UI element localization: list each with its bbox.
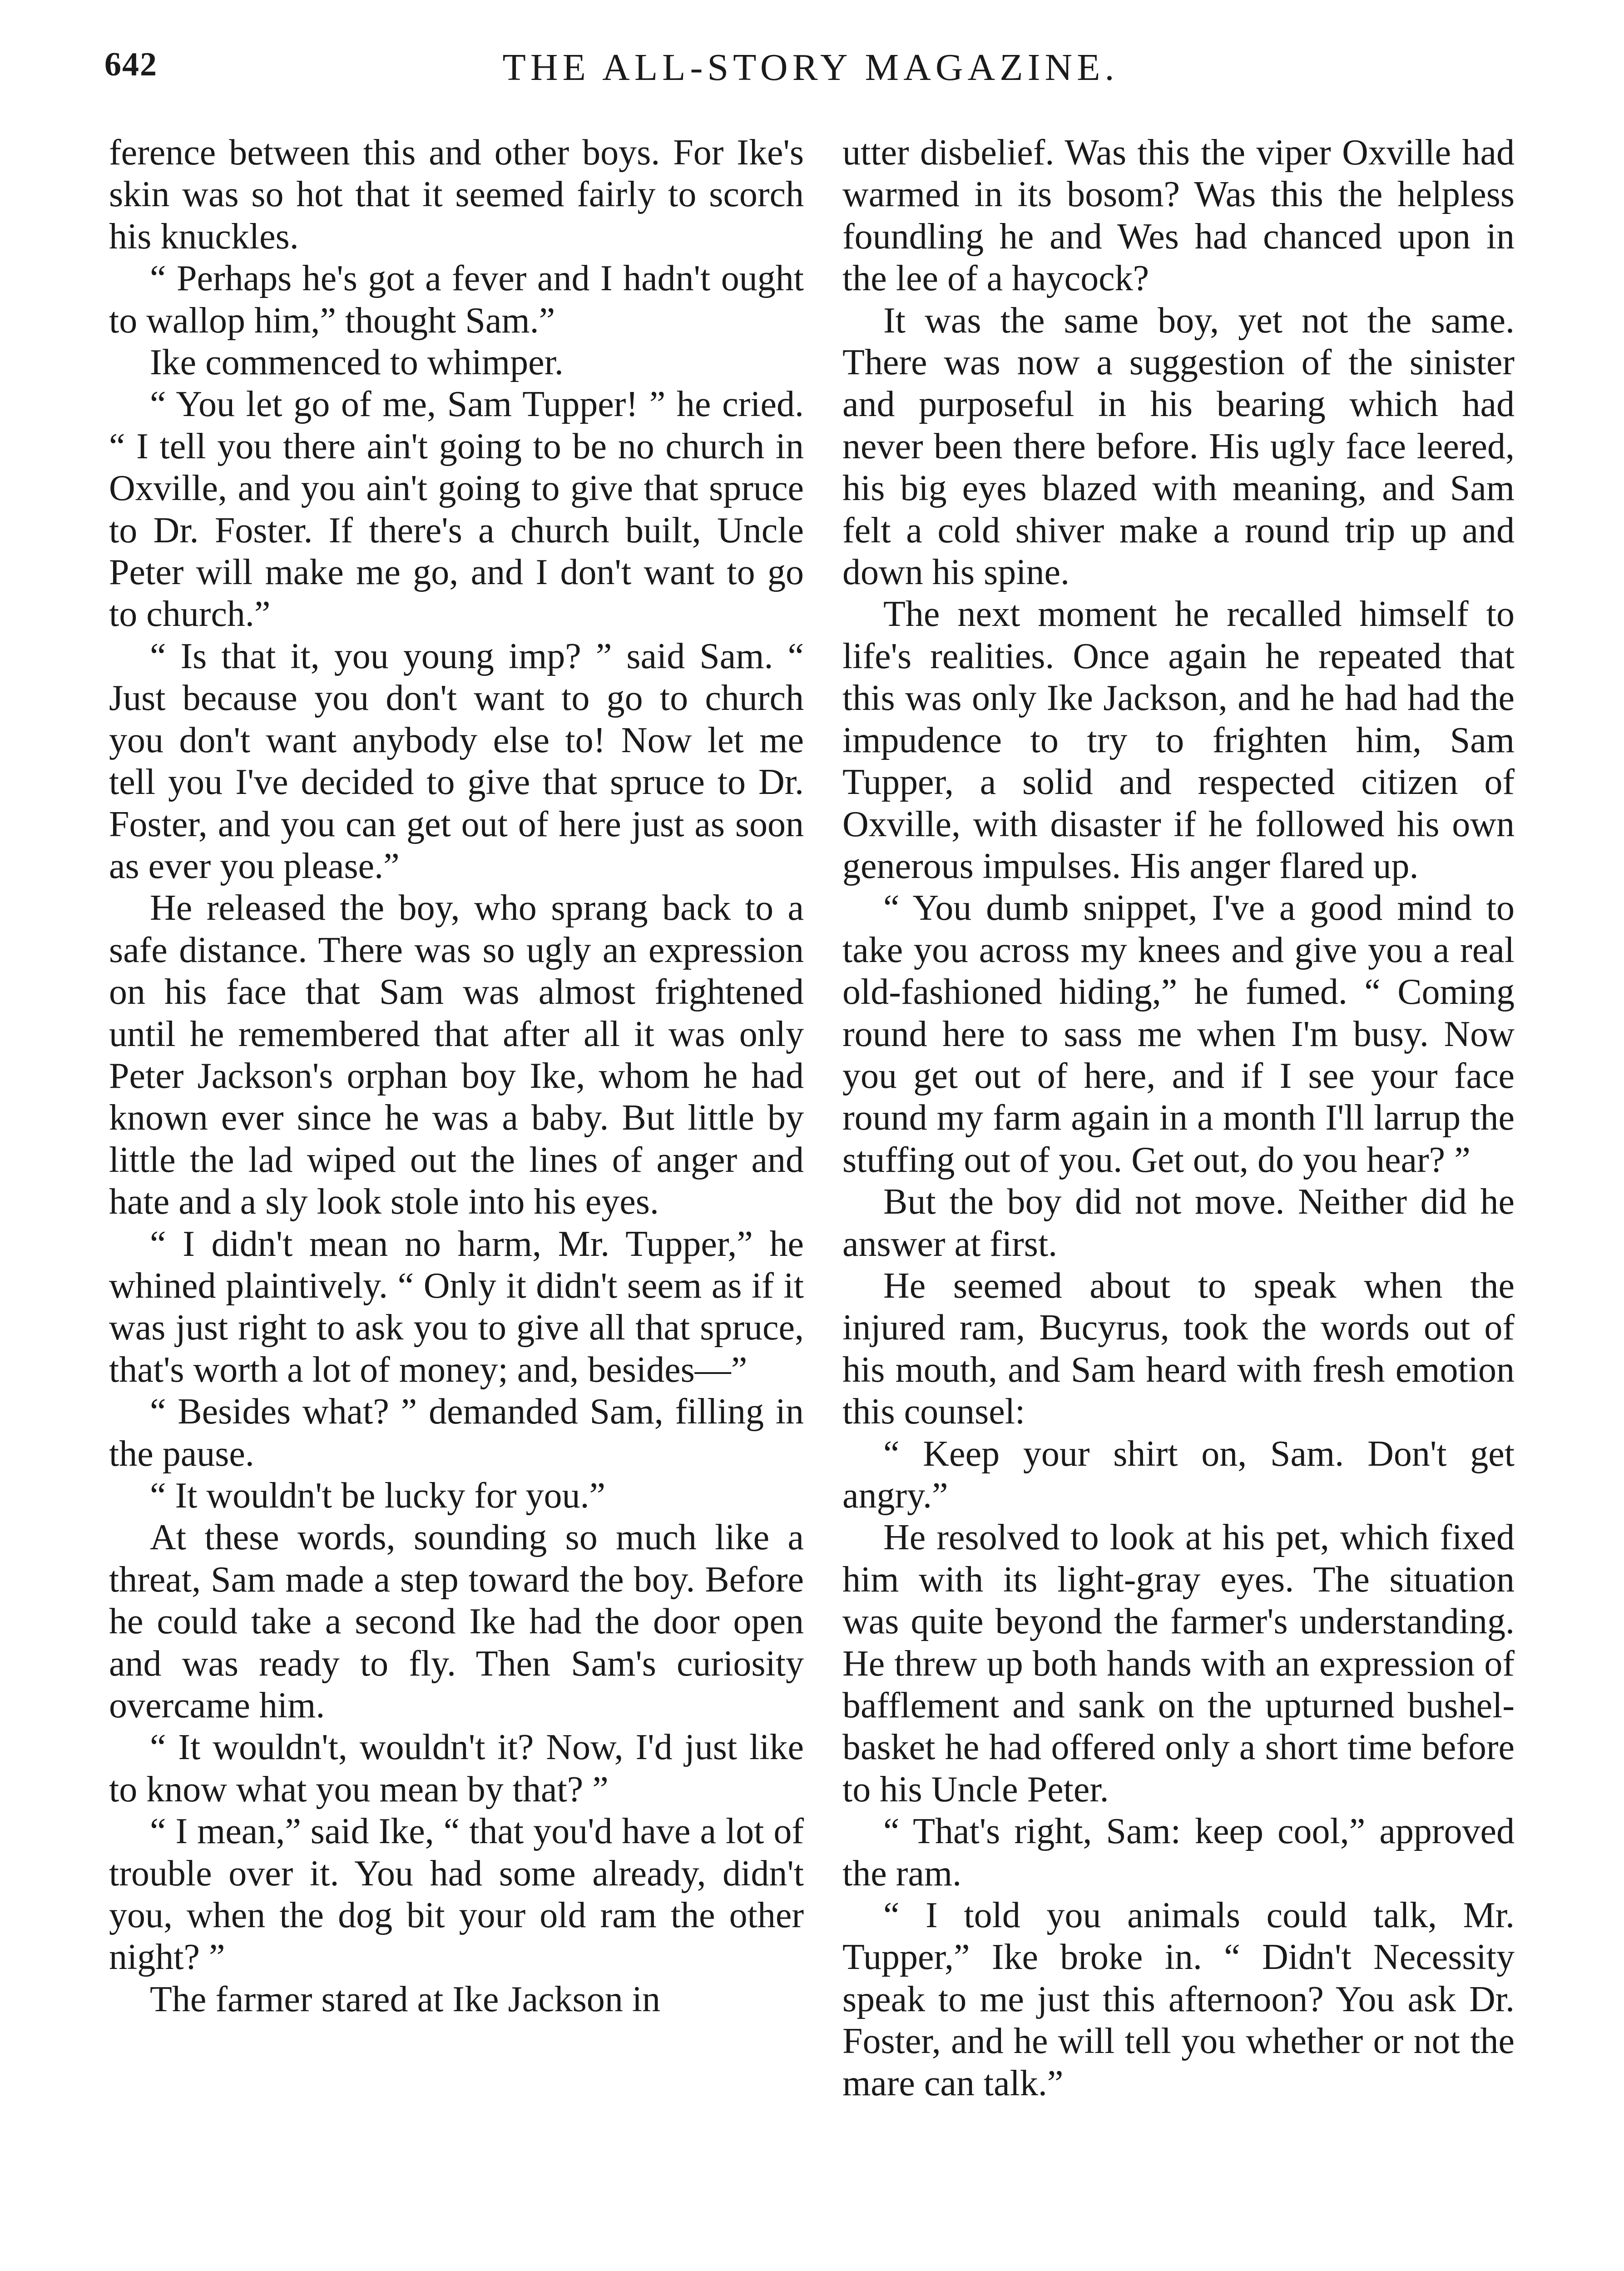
paragraph: “ You dumb snippet, I've a good mind to take you across my knees and give you a real old-fashioned hiding,” he fumed. “ Coming round here to sass me when I'm busy. Now you get out of here, and if I see your face round my farm again in a month I'll larrup the stuffing out of you. Get out, do you hear? ” — [842, 888, 1515, 1180]
paragraph: He seemed about to speak when the injured ram, Bucyrus, took the words out of his mouth, and Sam heard with fresh emotion this counsel: — [842, 1265, 1515, 1432]
paragraph: ference between this and other boys. For Ike's skin was so hot that it seemed fairly to scorch his knuckles. — [109, 133, 804, 257]
left-column — [109, 132, 804, 2020]
paragraph: He released the boy, who sprang back to a safe distance. There was so ugly an expression on his face that Sam was almost frightened until he remembered that after all it was only Peter Jackson's orphan boy Ike, whom he had known ever since he was a baby. But little by little the lad wiped out the lines of anger and hate and a sly look stole into his eyes. — [109, 888, 804, 1222]
paragraph: “ Is that it, you young imp? ” said Sam. “ Just because you don't want to go to church you don't want anybody else to! Now let me tell you I've decided to give that spruce to Dr. Foster, and you can get out of here just as soon as ever you please.” — [109, 636, 804, 886]
paragraph: At these words, sounding so much like a threat, Sam made a step toward the boy. Before he could take a second Ike had the door open and was ready to fly. Then Sam's curiosity overcame him. — [109, 1517, 804, 1726]
paragraph: “ You let go of me, Sam Tupper! ” he cried. “ I tell you there ain't going to be no church in Oxville, and you ain't going to give that spruce to Dr. Foster. If there's a church built, Uncle Peter will make me go, and I don't want to go to church.” — [109, 384, 804, 635]
paragraph: “ That's right, Sam: keep cool,” approved the ram. — [842, 1811, 1515, 1894]
paragraph: But the boy did not move. Neither did he answer at first. — [842, 1182, 1515, 1264]
paragraph: “ Besides what? ” demanded Sam, filling in the pause. — [109, 1392, 804, 1474]
paragraph: “ It wouldn't, wouldn't it? Now, I'd just like to know what you mean by that? ” — [109, 1727, 804, 1810]
running-title: THE ALL-STORY MAGAZINE. — [502, 46, 1119, 89]
paragraph: “ Keep your shirt on, Sam. Don't get angry.” — [842, 1433, 1515, 1516]
right-column — [842, 132, 1515, 2104]
paragraph: “ I didn't mean no harm, Mr. Tupper,” he whined plaintively. “ Only it didn't seem as if it was just right to ask you to give all that spruce, that's worth a lot of money; and, besides—” — [109, 1224, 804, 1390]
paragraph: “ It wouldn't be lucky for you.” — [150, 1476, 606, 1516]
paragraph: utter disbelief. Was this the viper Oxville had warmed in its bosom? Was this the helpless foundling he and Wes had chanced upon in the lee of a haycock? — [842, 133, 1515, 299]
paragraph: Ike commenced to whimper. — [150, 342, 564, 383]
paragraph: It was the same boy, yet not the same. There was now a suggestion of the sinister and purposeful in his bearing which had never been there before. His ugly face leered, his big eyes blazed with meaning, and Sam felt a cold shiver make a round trip up and down his spine. — [842, 300, 1515, 593]
paragraph: “ I told you animals could talk, Mr. Tupper,” Ike broke in. “ Didn't Necessity speak to me just this afternoon? You ask Dr. Foster, and he will tell you whether or not the mare can talk.” — [842, 1895, 1515, 2103]
paragraph: The next moment he recalled himself to life's realities. Once again he repeated that this was only Ike Jackson, and he had had the impudence to try to frighten him, Sam Tupper, a solid and respected citizen of Oxville, with disaster if he followed his own generous impulses. His anger flared up. — [842, 594, 1515, 886]
paragraph: “ I mean,” said Ike, “ that you'd have a lot of trouble over it. You had some already, didn't you, when the dog bit your old ram the other night? ” — [109, 1811, 804, 1978]
page-number: 642 — [104, 46, 158, 83]
page-header — [104, 45, 1517, 100]
paragraph: He resolved to look at his pet, which fixed him with its light-gray eyes. The situation was quite beyond the farmer's understanding. He threw up both hands with an expression of bafflement and sank on the upturned bushel-basket he had offered only a short time before to his Uncle Peter. — [842, 1517, 1515, 1810]
paragraph: The farmer stared at Ike Jackson in — [150, 1979, 660, 2019]
paragraph: “ Perhaps he's got a fever and I hadn't ought to wallop him,” thought Sam.” — [109, 258, 804, 341]
